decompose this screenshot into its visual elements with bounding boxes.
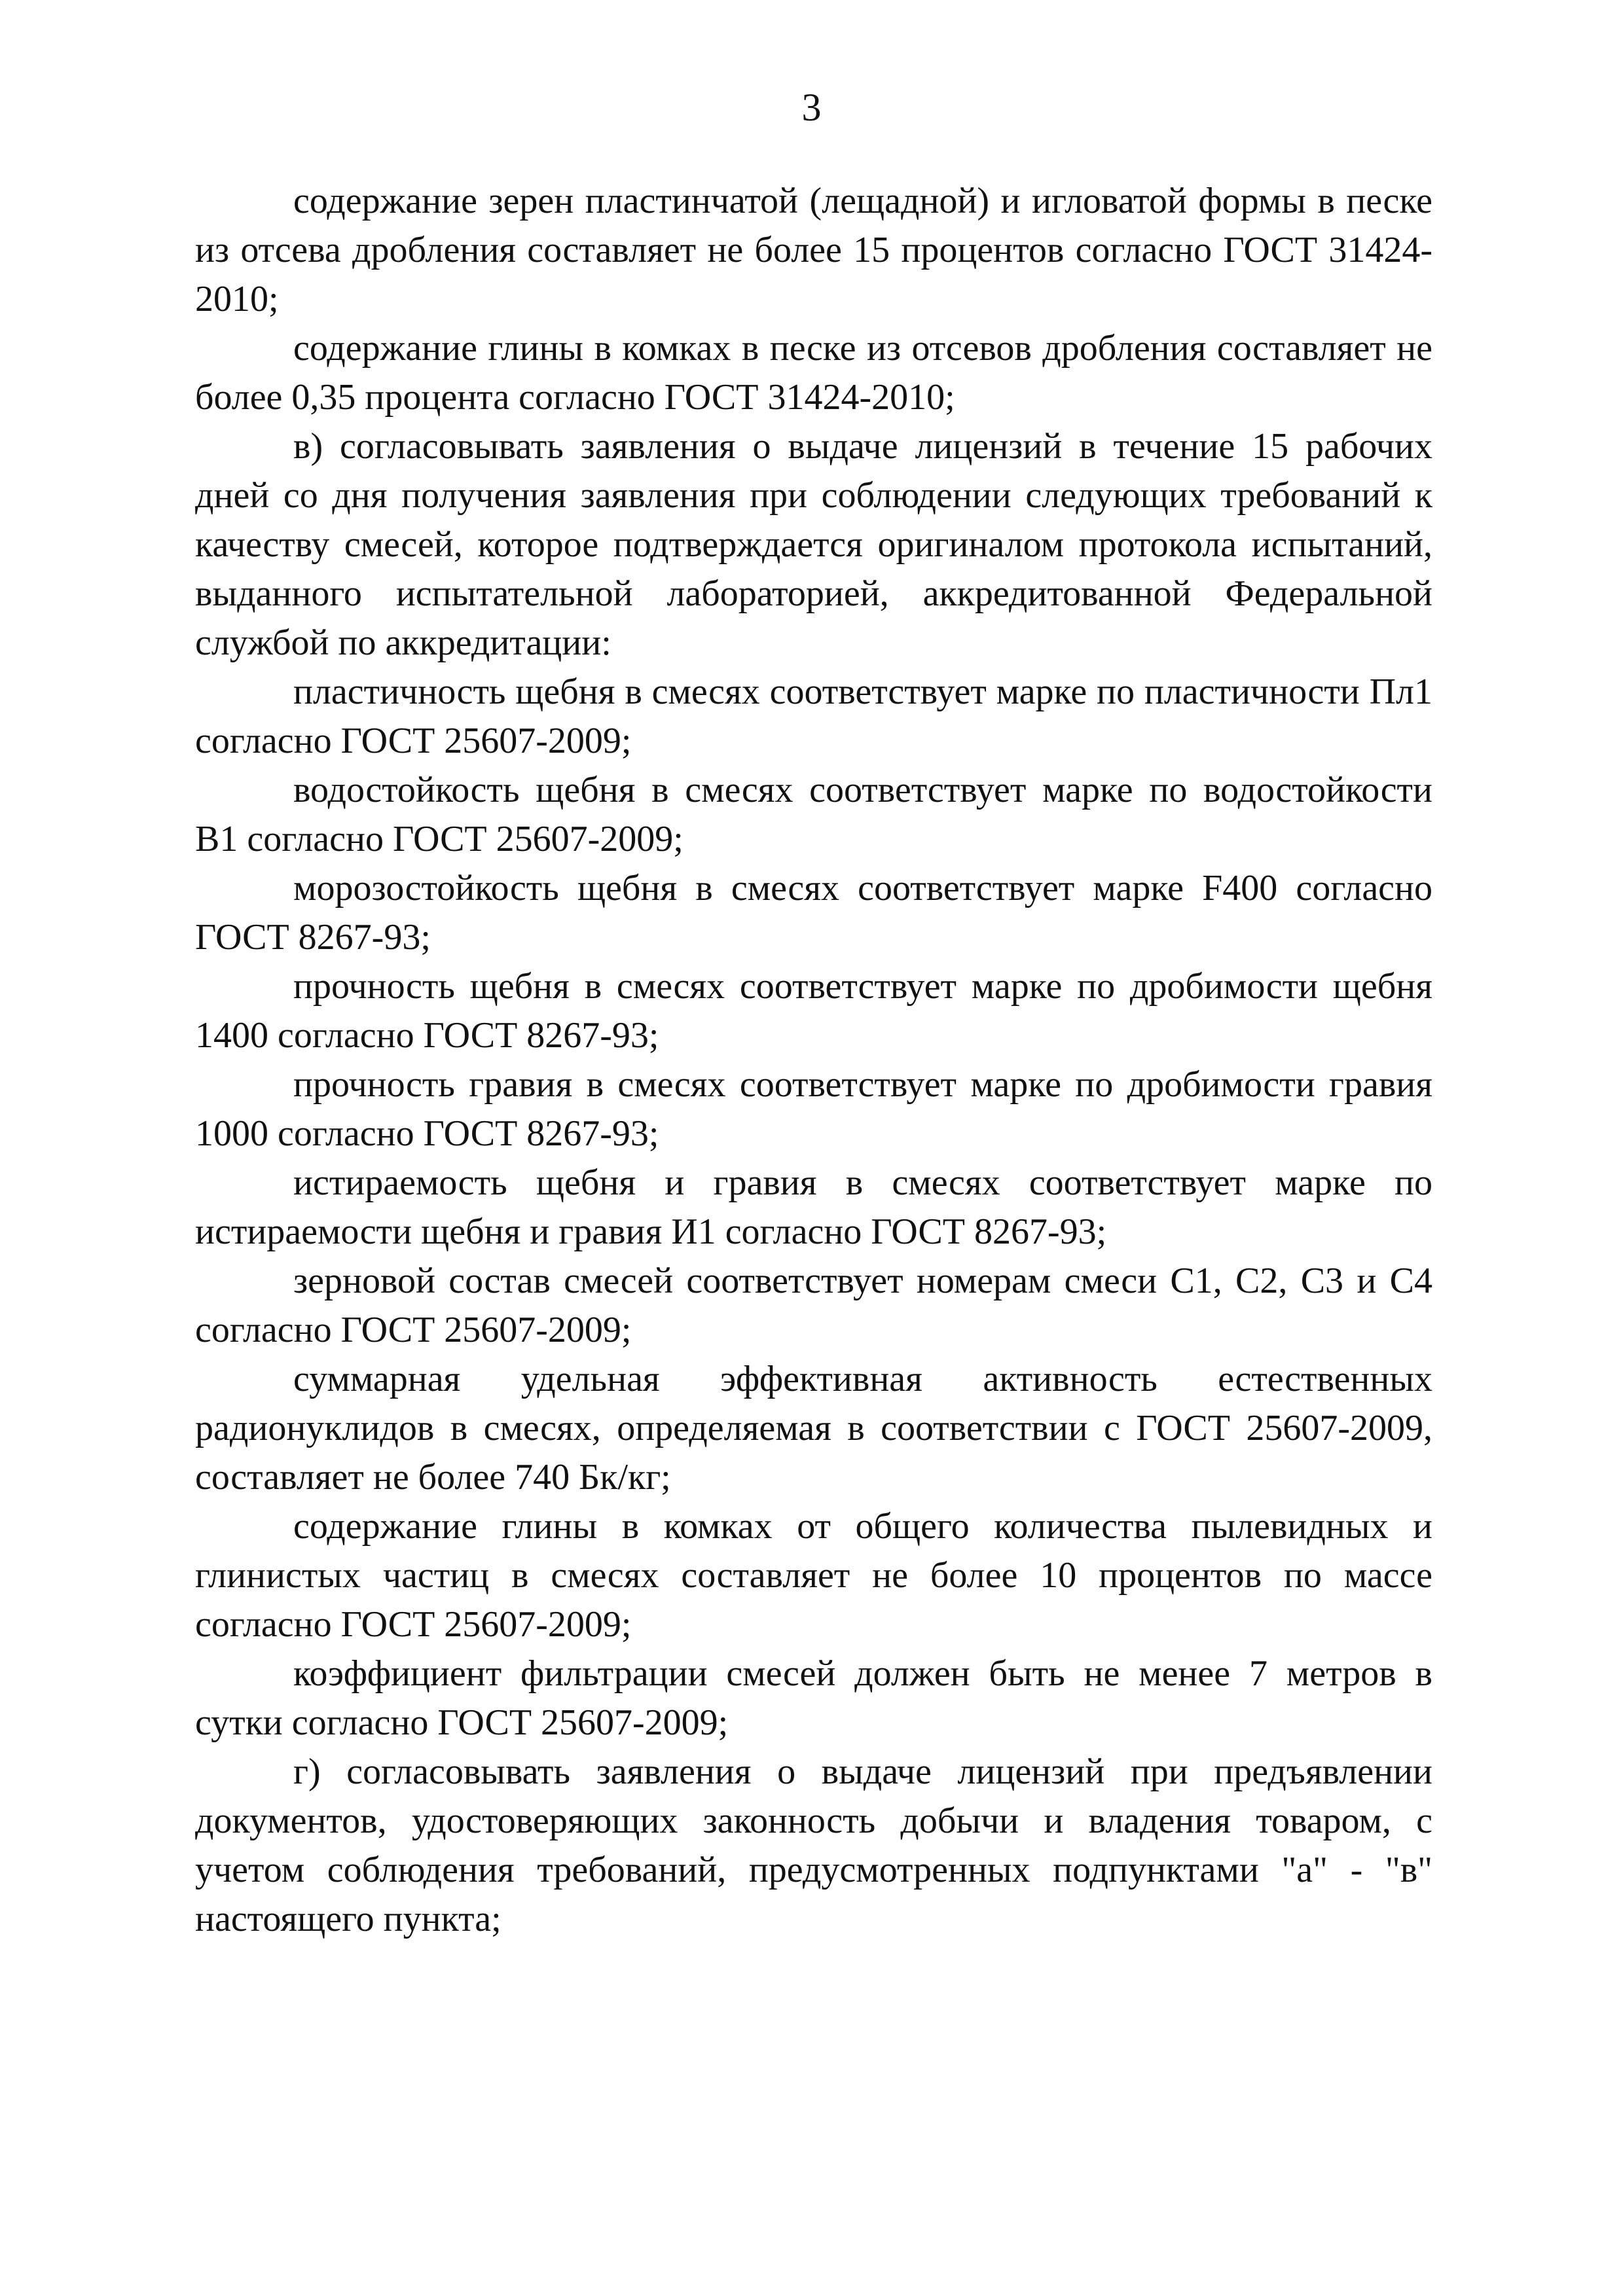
paragraph: содержание глины в комках от общего количества пылевидных и глинистых частиц в смесях составляет не более 10 процентов по массе согласно ГОСТ 25607-2009;	[195, 1506, 1432, 1645]
document-body	[195, 177, 1432, 1944]
paragraph: водостойкость щебня в смесях соответствует марке по водостойкости В1 согласно ГОСТ 25607-2009;	[195, 770, 1432, 859]
paragraph: суммарная удельная эффективная активность естественных радионуклидов в смесях, определяемая в соответствии с ГОСТ 25607-2009, составляет не более 740 Бк/кг;	[195, 1359, 1432, 1498]
paragraph: содержание зерен пластинчатой (лещадной) и игловатой формы в песке из отсева дробления составляет не более 15 процентов согласно ГОСТ 31424-2010;	[195, 181, 1432, 319]
paragraph: коэффициент фильтрации смесей должен быть не менее 7 метров в сутки согласно ГОСТ 25607-2009;	[195, 1653, 1432, 1743]
paragraph: г) согласовывать заявления о выдаче лицензий при предъявлении документов, удостоверяющих законность добычи и владения товаром, с учетом соблюдения требований, предусмотренных подпунктами "а" - "в" настоящего пункта;	[195, 1751, 1432, 1939]
paragraph: пластичность щебня в смесях соответствует марке по пластичности Пл1 согласно ГОСТ 25607-2009;	[195, 672, 1432, 761]
paragraph: зерновой состав смесей соответствует номерам смеси С1, С2, С3 и С4 согласно ГОСТ 25607-2009;	[195, 1261, 1432, 1350]
paragraph: в) согласовывать заявления о выдаче лицензий в течение 15 рабочих дней со дня получения заявления при соблюдении следующих требований к качеству смесей, которое подтверждается оригиналом протокола испытаний, выданного испытательной лабораторией, аккредитованной Федеральной службой по аккредитации:	[195, 426, 1432, 663]
page-number: 3	[801, 86, 822, 129]
paragraph: прочность щебня в смесях соответствует марке по дробимости щебня 1400 согласно ГОСТ 8267-93;	[195, 966, 1432, 1056]
paragraph: истираемость щебня и гравия в смесях соответствует марке по истираемости щебня и гравия И1 согласно ГОСТ 8267-93;	[195, 1162, 1432, 1252]
paragraph: морозостойкость щебня в смесях соответствует марке F400 согласно ГОСТ 8267-93;	[195, 868, 1432, 958]
paragraph: содержание глины в комках в песке из отсевов дробления составляет не более 0,35 процента согласно ГОСТ 31424-2010;	[195, 328, 1432, 418]
paragraph: прочность гравия в смесях соответствует марке по дробимости гравия 1000 согласно ГОСТ 8267-93;	[195, 1064, 1432, 1154]
